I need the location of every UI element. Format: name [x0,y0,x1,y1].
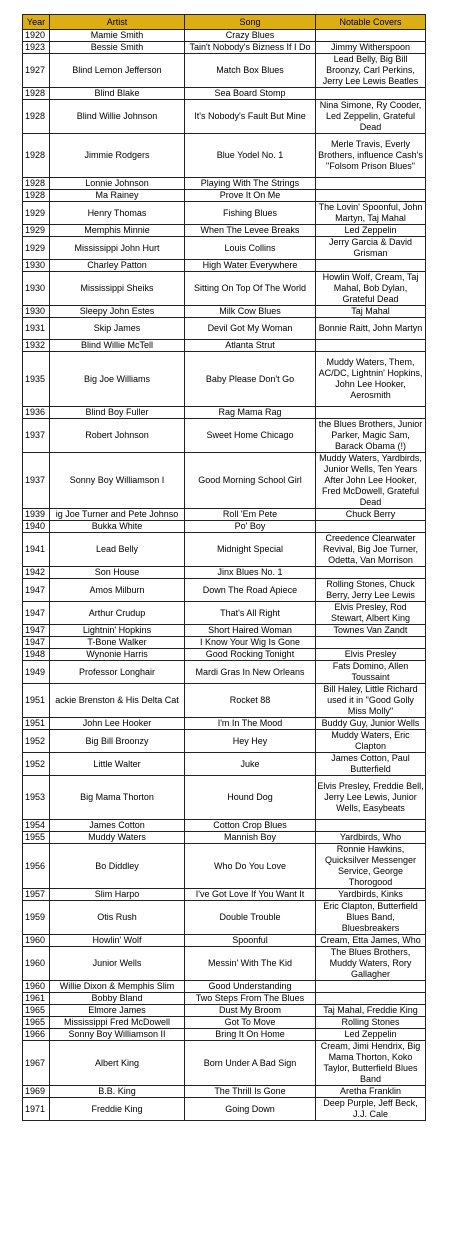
song-cell: It's Nobody's Fault But Mine [185,100,316,134]
table-row [23,521,426,533]
table-row [23,567,426,579]
artist-cell: James Cotton [50,820,185,832]
song-cell: Mardi Gras In New Orleans [185,661,316,684]
song-cell: Po' Boy [185,521,316,533]
covers-cell [316,993,426,1005]
covers-cell: Howlin Wolf, Cream, Taj Mahal, Bob Dylan, Grateful Dead [316,272,426,306]
song-cell: Going Down [185,1098,316,1121]
song-cell: Blue Yodel No. 1 [185,134,316,178]
table-row [23,981,426,993]
covers-cell: Yardbirds, Kinks [316,889,426,901]
covers-cell: Muddy Waters, Yardbirds, Junior Wells, Ten Years After John Lee Hooker, Fred McDowell, Grateful Dead [316,453,426,509]
covers-cell: Merle Travis, Everly Brothers, influence Cash's "Folsom Prison Blues" [316,134,426,178]
covers-cell [316,30,426,42]
song-cell: Who Do You Love [185,844,316,889]
song-cell: When The Levee Breaks [185,225,316,237]
year-cell: 1948 [23,649,50,661]
covers-cell [316,981,426,993]
artist-cell: Freddie King [50,1098,185,1121]
table-row [23,730,426,753]
year-cell: 1951 [23,718,50,730]
artist-cell: Ma Rainey [50,190,185,202]
song-cell: Good Rocking Tonight [185,649,316,661]
table-row [23,935,426,947]
table-row [23,832,426,844]
year-cell: 1927 [23,54,50,88]
table-row [23,30,426,42]
artist-cell: Willie Dixon & Memphis Slim [50,981,185,993]
table-row [23,820,426,832]
year-cell: 1941 [23,533,50,567]
year-cell: 1928 [23,88,50,100]
song-cell: That's All Right [185,602,316,625]
artist-cell: Junior Wells [50,947,185,981]
blues-songs-spreadsheet [22,14,425,1121]
table-row [23,178,426,190]
covers-cell: Buddy Guy, Junior Wells [316,718,426,730]
table-row [23,637,426,649]
song-cell: Prove It On Me [185,190,316,202]
year-cell: 1967 [23,1041,50,1086]
table-row [23,661,426,684]
table-row [23,753,426,776]
table-row [23,202,426,225]
artist-cell: Blind Blake [50,88,185,100]
artist-cell: Big Joe Williams [50,352,185,407]
artist-cell: Son House [50,567,185,579]
song-cell: Juke [185,753,316,776]
song-cell: Dust My Broom [185,1005,316,1017]
covers-cell [316,88,426,100]
song-cell: Sweet Home Chicago [185,419,316,453]
covers-cell: Lead Belly, Big Bill Broonzy, Carl Perkins, Jerry Lee Lewis Beatles [316,54,426,88]
year-cell: 1969 [23,1086,50,1098]
song-cell: High Water Everywhere [185,260,316,272]
artist-cell: Albert King [50,1041,185,1086]
artist-cell: Mississippi John Hurt [50,237,185,260]
song-cell: Rocket 88 [185,684,316,718]
table-row [23,1041,426,1086]
table-row [23,419,426,453]
table-row [23,1098,426,1121]
year-cell: 1940 [23,521,50,533]
year-cell: 1937 [23,419,50,453]
covers-cell: Muddy Waters, Them, AC/DC, Lightnin' Hopkins, John Lee Hooker, Aerosmith [316,352,426,407]
year-cell: 1928 [23,178,50,190]
artist-cell: Howlin' Wolf [50,935,185,947]
table-row [23,509,426,521]
artist-cell: Wynonie Harris [50,649,185,661]
artist-cell: B.B. King [50,1086,185,1098]
covers-cell: James Cotton, Paul Butterfield [316,753,426,776]
table-body [23,30,426,1121]
year-cell: 1930 [23,272,50,306]
song-cell: The Thrill Is Gone [185,1086,316,1098]
header-row [23,15,426,30]
year-cell: 1947 [23,602,50,625]
artist-cell: Elmore James [50,1005,185,1017]
table-row [23,340,426,352]
artist-cell: Bukka White [50,521,185,533]
covers-cell: The Lovin' Spoonful, John Martyn, Taj Mahal [316,202,426,225]
artist-cell: Arthur Crudup [50,602,185,625]
year-cell: 1929 [23,225,50,237]
covers-cell: Aretha Franklin [316,1086,426,1098]
covers-cell [316,637,426,649]
table-row [23,625,426,637]
covers-cell: Rolling Stones [316,1017,426,1029]
artist-cell: Bo Diddley [50,844,185,889]
table-row [23,453,426,509]
table-row [23,947,426,981]
covers-cell [316,521,426,533]
song-cell: Hey Hey [185,730,316,753]
covers-cell: Jerry Garcia & David Grisman [316,237,426,260]
table-row [23,533,426,567]
artist-cell: Jimmie Rodgers [50,134,185,178]
artist-cell: Blind Willie Johnson [50,100,185,134]
table-row [23,1029,426,1041]
covers-cell: Taj Mahal [316,306,426,318]
artist-cell: Sleepy John Estes [50,306,185,318]
covers-cell: Led Zeppelin [316,225,426,237]
year-cell: 1960 [23,935,50,947]
year-cell: 1936 [23,407,50,419]
table-row [23,993,426,1005]
table-row [23,42,426,54]
year-cell: 1947 [23,637,50,649]
song-cell: Sea Board Stomp [185,88,316,100]
song-cell: Baby Please Don't Go [185,352,316,407]
song-cell: Sitting On Top Of The World [185,272,316,306]
year-cell: 1955 [23,832,50,844]
song-cell: I'm In The Mood [185,718,316,730]
year-cell: 1966 [23,1029,50,1041]
artist-cell: Memphis Minnie [50,225,185,237]
year-cell: 1965 [23,1017,50,1029]
artist-cell: Muddy Waters [50,832,185,844]
covers-cell [316,407,426,419]
covers-cell: Fats Domino, Allen Toussaint [316,661,426,684]
table-row [23,901,426,935]
artist-cell: ig Joe Turner and Pete Johnso [50,509,185,521]
year-cell: 1923 [23,42,50,54]
song-cell: I Know Your Wig Is Gone [185,637,316,649]
song-cell: Down The Road Apiece [185,579,316,602]
artist-cell: Blind Lemon Jefferson [50,54,185,88]
table-row [23,260,426,272]
table-row [23,718,426,730]
table-row [23,649,426,661]
blues-table [22,14,426,1121]
artist-cell: ackie Brenston & His Delta Cat [50,684,185,718]
year-cell: 1947 [23,579,50,602]
table-row [23,134,426,178]
year-cell: 1931 [23,318,50,340]
covers-cell: Cream, Jimi Hendrix, Big Mama Thorton, Koko Taylor, Butterfield Blues Band [316,1041,426,1086]
table-row [23,1005,426,1017]
table-row [23,602,426,625]
table-row [23,776,426,820]
artist-cell: Blind Boy Fuller [50,407,185,419]
artist-cell: Blind Willie McTell [50,340,185,352]
covers-cell [316,820,426,832]
covers-cell [316,340,426,352]
artist-cell: Otis Rush [50,901,185,935]
song-cell: Born Under A Bad Sign [185,1041,316,1086]
table-row [23,190,426,202]
year-cell: 1928 [23,134,50,178]
year-cell: 1939 [23,509,50,521]
song-cell: Two Steps From The Blues [185,993,316,1005]
year-cell: 1951 [23,684,50,718]
song-cell: Rag Mama Rag [185,407,316,419]
year-cell: 1947 [23,625,50,637]
table-row [23,88,426,100]
covers-cell: Muddy Waters, Eric Clapton [316,730,426,753]
artist-cell: Mississippi Sheiks [50,272,185,306]
year-cell: 1960 [23,947,50,981]
covers-cell [316,260,426,272]
song-cell: Devil Got My Woman [185,318,316,340]
artist-cell: Robert Johnson [50,419,185,453]
year-cell: 1952 [23,753,50,776]
song-cell: Good Understanding [185,981,316,993]
artist-cell: Big Bill Broonzy [50,730,185,753]
artist-cell: Bessie Smith [50,42,185,54]
table-row [23,1017,426,1029]
year-cell: 1932 [23,340,50,352]
artist-cell: Slim Harpo [50,889,185,901]
song-cell: Messin' With The Kid [185,947,316,981]
artist-cell: T-Bone Walker [50,637,185,649]
year-cell: 1953 [23,776,50,820]
year-cell: 1965 [23,1005,50,1017]
song-cell: Tain't Nobody's Bizness If I Do [185,42,316,54]
song-cell: Good Morning School Girl [185,453,316,509]
covers-cell [316,178,426,190]
table-row [23,407,426,419]
header-artist: Artist [50,15,185,30]
table-row [23,844,426,889]
song-cell: Bring It On Home [185,1029,316,1041]
year-cell: 1957 [23,889,50,901]
artist-cell: Big Mama Thorton [50,776,185,820]
year-cell: 1930 [23,306,50,318]
header-song: Song [185,15,316,30]
artist-cell: Mamie Smith [50,30,185,42]
table-row [23,306,426,318]
header-year: Year [23,15,50,30]
song-cell: Got To Move [185,1017,316,1029]
song-cell: Playing With The Strings [185,178,316,190]
covers-cell: Elvis Presley, Rod Stewart, Albert King [316,602,426,625]
header-notable-covers: Notable Covers [316,15,426,30]
year-cell: 1942 [23,567,50,579]
covers-cell: Deep Purple, Jeff Beck, J.J. Cale [316,1098,426,1121]
artist-cell: Lonnie Johnson [50,178,185,190]
table-row [23,579,426,602]
song-cell: Midnight Special [185,533,316,567]
table-row [23,100,426,134]
table-row [23,889,426,901]
song-cell: Hound Dog [185,776,316,820]
year-cell: 1971 [23,1098,50,1121]
covers-cell: Led Zeppelin [316,1029,426,1041]
artist-cell: Sonny Boy Williamson II [50,1029,185,1041]
table-row [23,352,426,407]
song-cell: Atlanta Strut [185,340,316,352]
covers-cell: The Blues Brothers, Muddy Waters, Rory Gallagher [316,947,426,981]
covers-cell: Nina Simone, Ry Cooder, Led Zeppelin, Grateful Dead [316,100,426,134]
year-cell: 1935 [23,352,50,407]
song-cell: Jinx Blues No. 1 [185,567,316,579]
covers-cell: Taj Mahal, Freddie King [316,1005,426,1017]
song-cell: Crazy Blues [185,30,316,42]
artist-cell: Sonny Boy Williamson I [50,453,185,509]
artist-cell: Bobby Bland [50,993,185,1005]
artist-cell: Mississippi Fred McDowell [50,1017,185,1029]
covers-cell: the Blues Brothers, Junior Parker, Magic Sam, Barack Obama (!) [316,419,426,453]
covers-cell: Bonnie Raitt, John Martyn [316,318,426,340]
year-cell: 1928 [23,100,50,134]
year-cell: 1959 [23,901,50,935]
year-cell: 1961 [23,993,50,1005]
year-cell: 1954 [23,820,50,832]
table-row [23,272,426,306]
artist-cell: Professor Longhair [50,661,185,684]
covers-cell [316,190,426,202]
song-cell: Roll 'Em Pete [185,509,316,521]
song-cell: I've Got Love If You Want It [185,889,316,901]
table-row [23,1086,426,1098]
covers-cell: Rolling Stones, Chuck Berry, Jerry Lee Lewis [316,579,426,602]
song-cell: Spoonful [185,935,316,947]
year-cell: 1930 [23,260,50,272]
song-cell: Double Trouble [185,901,316,935]
song-cell: Short Haired Woman [185,625,316,637]
song-cell: Match Box Blues [185,54,316,88]
covers-cell: Bill Haley, Little Richard used it in "Good Golly Miss Molly" [316,684,426,718]
table-row [23,318,426,340]
covers-cell: Cream, Etta James, Who [316,935,426,947]
covers-cell: Elvis Presley, Freddie Bell, Jerry Lee Lewis, Junior Wells, Easybeats [316,776,426,820]
artist-cell: Henry Thomas [50,202,185,225]
year-cell: 1956 [23,844,50,889]
year-cell: 1920 [23,30,50,42]
artist-cell: Amos Milburn [50,579,185,602]
year-cell: 1929 [23,237,50,260]
artist-cell: Skip James [50,318,185,340]
covers-cell [316,567,426,579]
year-cell: 1929 [23,202,50,225]
table-row [23,237,426,260]
artist-cell: Lightnin' Hopkins [50,625,185,637]
song-cell: Louis Collins [185,237,316,260]
covers-cell: Ronnie Hawkins, Quicksilver Messenger Service, George Thorogood [316,844,426,889]
song-cell: Cotton Crop Blues [185,820,316,832]
covers-cell: Creedence Clearwater Revival, Big Joe Turner, Odetta, Van Morrison [316,533,426,567]
covers-cell: Eric Clapton, Butterfield Blues Band, Bluesbreakers [316,901,426,935]
table-row [23,225,426,237]
song-cell: Fishing Blues [185,202,316,225]
artist-cell: Little Walter [50,753,185,776]
year-cell: 1960 [23,981,50,993]
artist-cell: John Lee Hooker [50,718,185,730]
covers-cell: Chuck Berry [316,509,426,521]
table-row [23,54,426,88]
covers-cell: Townes Van Zandt [316,625,426,637]
covers-cell: Yardbirds, Who [316,832,426,844]
year-cell: 1952 [23,730,50,753]
year-cell: 1928 [23,190,50,202]
table-row [23,684,426,718]
year-cell: 1949 [23,661,50,684]
song-cell: Mannish Boy [185,832,316,844]
artist-cell: Charley Patton [50,260,185,272]
covers-cell: Elvis Presley [316,649,426,661]
song-cell: Milk Cow Blues [185,306,316,318]
year-cell: 1937 [23,453,50,509]
artist-cell: Lead Belly [50,533,185,567]
covers-cell: Jimmy Witherspoon [316,42,426,54]
